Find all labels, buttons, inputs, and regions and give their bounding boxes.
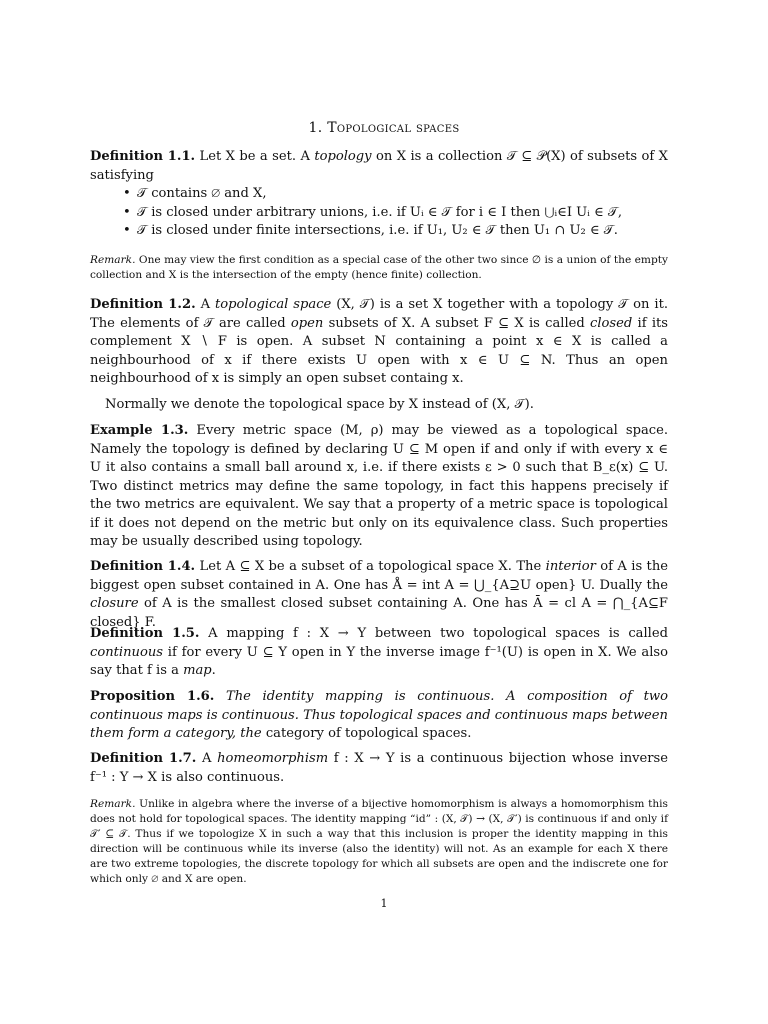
definition-1-4 <box>90 558 668 632</box>
definition-label: Definition 1.4. <box>90 559 196 574</box>
remark-text: One may view the first condition as a special case of the other two since ∅ is a union of the empty collection and X is the intersection of the empty (hence finite) collection. <box>90 254 668 281</box>
definition-1-7 <box>90 750 668 787</box>
definition-text: of A is the smallest closed subset containing A. One has Ā = cl A = ⋂_{A⊆F closed} F. <box>90 596 668 630</box>
definition-text: f : X → Y is a continuous bijection whose inverse f⁻¹ : Y → X is also continuous. <box>90 751 669 785</box>
section-title <box>0 120 768 136</box>
remark-2 <box>90 797 668 887</box>
proposition-text: The identity mapping is continuous. A composition of two continuous maps is continuous. Thus topological spaces and continuous maps between them form a <box>90 689 668 741</box>
definition-term: topological space <box>214 297 332 312</box>
definition-text: if for every U ⊆ Y open in Y the inverse image f⁻¹(U) is open in X. We also say that f is a <box>90 644 668 678</box>
definition-label: Definition 1.1. <box>90 149 196 164</box>
example-label: Example 1.3. <box>90 423 189 438</box>
proposition-1-6 <box>90 688 668 744</box>
remark-1 <box>90 253 668 283</box>
definition-text: A mapping f : X → Y between two topological spaces is called <box>199 626 668 641</box>
definition-text: . <box>211 663 216 678</box>
remark-label: Remark. <box>90 798 136 810</box>
proposition-label: Proposition 1.6. <box>90 689 215 704</box>
list-item: • 𝒯 is closed under finite intersections, i.e. if U₁, U₂ ∈ 𝒯 then U₁ ∩ U₂ ∈ 𝒯. <box>123 222 668 241</box>
example-text: Every metric space (M, ρ) may be viewed as a topological space. Namely the topology is defined by declaring U ⊆ M open if and only if with every x ∈ U it also contains a small ball around x, i.e. if there exists ε > 0 such that B_ε(x) ⊆ U. Two distinct metrics may define the same topology, in fact this happens precisely if the two metrics are equivalent. We say that a property of a metric space is topological if it does not depend on the metric but only on its equivalence class. Such properties may be usually described using topology. <box>90 423 668 549</box>
proposition-text: category of topological spaces. <box>261 726 472 741</box>
definition-text: (X, 𝒯) is a set X together with a topology 𝒯 on it. The elements of 𝒯 are called <box>90 297 669 331</box>
definition-text: if its complement X ∖ F is open. A subset N containing a point x ∈ X is called a neighbourhood of x if there exists U open with x ∈ U ⊆ N. Thus an open neighbourhood of x is simply an open subset containg x. <box>90 315 668 386</box>
definition-text: Let A ⊆ X be a subset of a topological space X. The <box>195 559 546 574</box>
condition-list <box>90 185 668 241</box>
definition-1-2 <box>90 296 668 389</box>
definition-text: on X is a collection 𝒯 ⊆ 𝒫(X) of subsets of X satisfying <box>90 149 669 183</box>
definition-term: open <box>290 315 324 331</box>
definition-term: interior <box>545 559 596 574</box>
definition-label: Definition 1.5. <box>90 626 200 641</box>
definition-text: A <box>195 297 215 312</box>
definition-term: closure <box>90 596 139 611</box>
list-item: • 𝒯 is closed under arbitrary unions, i.e. if Uᵢ ∈ 𝒯 for i ∈ I then ⋃ᵢ∈I Uᵢ ∈ 𝒯, <box>123 204 668 223</box>
definition-term: continuous <box>90 644 164 660</box>
definition-text: A <box>196 751 218 766</box>
remark-label: Remark. <box>90 254 136 266</box>
definition-term: closed <box>590 315 633 331</box>
section-number: 1. <box>308 120 323 136</box>
definition-text: of A is the biggest open subset contained in A. One has Å = int A = ⋃_{A⊇U open} U. Dually the <box>90 559 669 593</box>
remark-text: Unlike in algebra where the inverse of a bijective homomorphism is always a homomorphism this does not hold for topological spaces. The identity mapping “id” : (X, 𝒯) → (X, 𝒯′) is continuous if and only if 𝒯′ ⊆ 𝒯. Thus if we topologize X in such a way that this inclusion is proper the identity mapping in this direction will be continuous while its inverse (also the identity) will not. As an example for each X there are two extreme topologies, the discrete topology for which all subsets are open and the indiscrete one for which only ∅ and X are open. <box>90 798 668 885</box>
definition-term: topology <box>314 149 372 164</box>
definition-text: Let X be a set. A <box>199 149 315 164</box>
section-title-text: Topological spaces <box>327 120 460 136</box>
notation-note: Normally we denote the topological space by X instead of (X, 𝒯). <box>105 397 534 412</box>
definition-text: subsets of X. A subset F ⊆ X is called <box>323 315 591 331</box>
definition-1-5 <box>90 625 668 681</box>
example-1-3 <box>90 422 668 552</box>
definition-label: Definition 1.7. <box>90 751 197 766</box>
proposition-term: category, the <box>175 726 262 741</box>
page-number: 1 <box>380 897 388 910</box>
definition-term: map <box>183 663 212 678</box>
list-item: • 𝒯 contains ∅ and X, <box>123 185 668 204</box>
definition-label: Definition 1.2. <box>90 297 196 312</box>
definition-1-1 <box>90 148 668 241</box>
definition-term: homeomorphism <box>217 751 329 766</box>
